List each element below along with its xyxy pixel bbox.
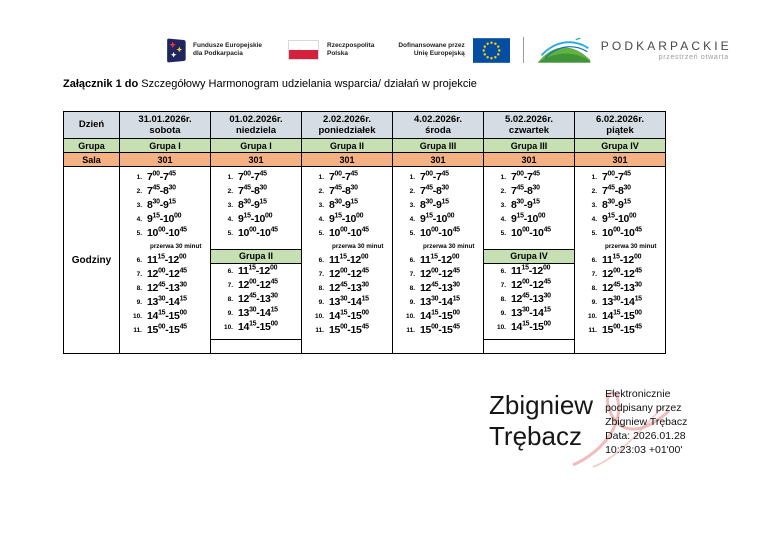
schedule-list (393, 167, 483, 337)
session-row (575, 281, 665, 295)
document-title (63, 78, 477, 90)
title-bold-part: Załącznik 1 do (63, 78, 139, 90)
session-number: 2. (409, 187, 415, 195)
schedule-cell-4 (393, 167, 484, 354)
poland-logo-text (327, 42, 374, 58)
session-number: 2. (227, 187, 233, 195)
session-time: $12^{00}-12^{45}$ (238, 278, 278, 291)
group-cell-2: Grupa I (211, 139, 302, 153)
session-time: $12^{45}-13^{30}$ (602, 281, 642, 294)
eu-funding-line2: Unię Europejską (413, 50, 465, 57)
session-row (393, 253, 483, 267)
poland-flag-icon (288, 40, 319, 60)
session-row (393, 295, 483, 309)
schedule-list (575, 167, 665, 337)
session-row (393, 226, 483, 240)
session-time: $7^{00}-7^{45}$ (511, 170, 540, 183)
session-time: $12^{00}-12^{45}$ (420, 267, 460, 280)
session-number: 11. (315, 326, 324, 334)
date-header-6 (575, 112, 666, 139)
date-header-3 (302, 112, 393, 139)
title-rest-part: Szczegółowy Harmonogram udzielania wsparcia/ działań w projekcie (141, 78, 477, 90)
date-label: 2.02.2026r. (322, 113, 372, 125)
session-row (484, 184, 574, 198)
session-number: 5. (318, 229, 324, 237)
session-time: $9^{15}-10^{00}$ (238, 212, 273, 225)
signature-detail-line: Data: 2026.01.28 (605, 430, 686, 442)
session-row (211, 320, 301, 334)
podkarpackie-swoosh-icon (536, 36, 592, 64)
session-number: 3. (318, 201, 324, 209)
session-number: 9. (500, 309, 506, 317)
session-number: 2. (500, 187, 506, 195)
session-time: $8^{30}-9^{15}$ (420, 198, 449, 211)
session-number: 1. (136, 173, 142, 181)
session-number: 8. (227, 295, 233, 303)
group-cell-4: Grupa III (393, 139, 484, 153)
session-number: 9. (318, 298, 324, 306)
session-number: 5. (591, 229, 597, 237)
group-row (64, 139, 666, 153)
session-number: 2. (318, 187, 324, 195)
eu-funds-line2: dla Podkarpacia (193, 50, 243, 57)
session-time: $14^{15}-15^{00}$ (602, 309, 642, 322)
date-label: 5.02.2026r. (504, 113, 554, 125)
group-cell-3: Grupa II (302, 139, 393, 153)
session-number: 10. (223, 323, 233, 331)
session-number: 4. (409, 215, 415, 223)
session-row (302, 309, 392, 323)
session-number: 1. (227, 173, 233, 181)
digital-signature (489, 385, 687, 457)
signature-name-line2: Trębacz (489, 421, 582, 451)
session-number: 4. (318, 215, 324, 223)
break-label: przerwa 30 minut (605, 243, 657, 250)
weekday-label: poniedziałek (318, 125, 376, 136)
session-number: 8. (409, 284, 415, 292)
session-row (211, 226, 301, 240)
schedule-list (484, 167, 574, 340)
signature-name (489, 385, 593, 457)
schedule-list (120, 167, 210, 337)
session-number: 9. (409, 298, 415, 306)
session-time: $10^{00}-10^{45}$ (420, 226, 460, 239)
session-number: 8. (318, 284, 324, 292)
session-number: 8. (500, 295, 506, 303)
session-number: 6. (136, 256, 142, 264)
break-label: przerwa 30 minut (332, 243, 384, 250)
session-number: 10. (132, 312, 142, 320)
session-time: $7^{00}-7^{45}$ (147, 170, 176, 183)
session-number: 9. (136, 298, 142, 306)
session-number: 9. (227, 309, 233, 317)
poland-line1: Rzeczpospolita (327, 42, 375, 49)
session-time: $15^{00}-15^{45}$ (147, 323, 187, 336)
session-row (575, 309, 665, 323)
session-time: $14^{15}-15^{00}$ (511, 320, 551, 333)
group-cell-6: Grupa IV (575, 139, 666, 153)
session-number: 2. (591, 187, 597, 195)
session-time: $8^{30}-9^{15}$ (511, 198, 540, 211)
session-time: $9^{15}-10^{00}$ (329, 212, 364, 225)
schedule-list (211, 167, 301, 340)
session-row (484, 264, 574, 278)
logo-separator (523, 37, 524, 63)
date-header-4 (393, 112, 484, 139)
session-number: 1. (318, 173, 324, 181)
session-time: $13^{30}-14^{15}$ (602, 295, 642, 308)
signature-detail-line: Zbigniew Trębacz (605, 416, 688, 428)
session-row (211, 198, 301, 212)
row-label-room: Sala (64, 153, 120, 167)
session-row (393, 267, 483, 281)
session-time: $13^{30}-14^{15}$ (329, 295, 369, 308)
session-row (211, 170, 301, 184)
session-number: 3. (409, 201, 415, 209)
eu-funding-logo (398, 38, 509, 63)
session-number: 5. (409, 229, 415, 237)
mid-group-band: Grupa IV (484, 249, 574, 264)
session-time: $12^{45}-13^{30}$ (420, 281, 460, 294)
session-time: $11^{15}-12^{00}$ (420, 253, 460, 266)
session-time: $10^{00}-10^{45}$ (511, 226, 551, 239)
session-row (484, 226, 574, 240)
session-time: $12^{00}-12^{45}$ (602, 267, 642, 280)
row-label-group: Grupa (64, 139, 120, 153)
session-row (211, 306, 301, 320)
session-time: $7^{45}-8^{30}$ (511, 184, 540, 197)
session-time: $12^{45}-13^{30}$ (329, 281, 369, 294)
session-row (302, 184, 392, 198)
hours-row (64, 167, 666, 354)
session-row (575, 226, 665, 240)
session-row (393, 184, 483, 198)
session-time: $9^{15}-10^{00}$ (511, 212, 546, 225)
date-label: 01.02.2026r. (229, 113, 283, 125)
podkarpackie-logo (536, 36, 732, 64)
session-row (302, 226, 392, 240)
eu-funds-logo-text (193, 42, 262, 58)
eu-funding-line1: Dofinansowane przez (398, 42, 465, 49)
session-time: $7^{00}-7^{45}$ (602, 170, 631, 183)
session-row (120, 212, 210, 226)
session-time: $11^{15}-12^{00}$ (238, 264, 278, 277)
poland-line2: Polska (327, 50, 348, 57)
signature-name-line1: Zbigniew (489, 390, 594, 420)
date-header-5 (484, 112, 575, 139)
schedule-cell-5 (484, 167, 575, 354)
podkarpackie-text (601, 40, 732, 61)
session-time: $7^{45}-8^{30}$ (329, 184, 358, 197)
logo-bar (166, 33, 732, 67)
group-cell-5: Grupa III (484, 139, 575, 153)
podkarpackie-name: PODKARPACKIE (600, 38, 732, 53)
session-time: $14^{15}-15^{00}$ (329, 309, 369, 322)
mid-group-band: Grupa II (211, 249, 301, 264)
session-row (120, 226, 210, 240)
session-row (484, 320, 574, 334)
session-number: 5. (227, 229, 233, 237)
session-number: 1. (591, 173, 597, 181)
session-time: $12^{00}-12^{45}$ (329, 267, 369, 280)
session-number: 5. (500, 229, 506, 237)
session-row (120, 170, 210, 184)
date-label: 4.02.2026r. (413, 113, 463, 125)
session-time: $8^{30}-9^{15}$ (602, 198, 631, 211)
session-time: $10^{00}-10^{45}$ (329, 226, 369, 239)
session-number: 10. (405, 312, 415, 320)
date-header-2 (211, 112, 302, 139)
session-time: $7^{45}-8^{30}$ (147, 184, 176, 197)
session-row (302, 253, 392, 267)
room-cell-1: 301 (120, 153, 211, 167)
session-number: 3. (227, 201, 233, 209)
session-number: 6. (318, 256, 324, 264)
session-time: $7^{00}-7^{45}$ (420, 170, 449, 183)
session-row (302, 323, 392, 337)
room-cell-3: 301 (302, 153, 393, 167)
session-row (120, 198, 210, 212)
session-time: $14^{15}-15^{00}$ (420, 309, 460, 322)
session-row (484, 212, 574, 226)
room-cell-5: 301 (484, 153, 575, 167)
session-time: $8^{30}-9^{15}$ (147, 198, 176, 211)
podkarpackie-subtitle: przestrzeń otwarta (658, 53, 729, 61)
session-row (484, 198, 574, 212)
date-label: 6.02.2026r. (595, 113, 645, 125)
session-time: $9^{15}-10^{00}$ (420, 212, 455, 225)
break-label: przerwa 30 minut (423, 243, 475, 250)
session-time: $10^{00}-10^{45}$ (602, 226, 642, 239)
session-row (302, 295, 392, 309)
session-row (211, 278, 301, 292)
session-time: $7^{45}-8^{30}$ (238, 184, 267, 197)
session-number: 4. (136, 215, 142, 223)
session-number: 8. (591, 284, 597, 292)
room-cell-6: 301 (575, 153, 666, 167)
group-cell-1: Grupa I (120, 139, 211, 153)
session-row (302, 198, 392, 212)
eu-funds-flag-icon (166, 37, 187, 64)
session-time: $12^{45}-13^{30}$ (147, 281, 187, 294)
session-number: 3. (591, 201, 597, 209)
session-number: 10. (496, 323, 506, 331)
schedule-end-line (211, 339, 301, 340)
poland-logo (288, 40, 374, 60)
session-time: $12^{00}-12^{45}$ (147, 267, 187, 280)
session-number: 6. (227, 267, 233, 275)
session-number: 1. (409, 173, 415, 181)
row-label-day: Dzień (64, 112, 120, 139)
session-number: 7. (227, 281, 233, 289)
session-number: 11. (406, 326, 415, 334)
weekday-label: sobota (149, 125, 181, 136)
schedule-cell-2 (211, 167, 302, 354)
session-number: 6. (591, 256, 597, 264)
session-time: $10^{00}-10^{45}$ (238, 226, 278, 239)
session-row (393, 323, 483, 337)
schedule-table (63, 111, 666, 354)
session-row (575, 184, 665, 198)
session-row (120, 281, 210, 295)
session-row (575, 295, 665, 309)
session-number: 8. (136, 284, 142, 292)
session-time: $7^{45}-8^{30}$ (420, 184, 449, 197)
session-row (393, 281, 483, 295)
session-row (484, 170, 574, 184)
schedule-cell-6 (575, 167, 666, 354)
session-time: $15^{00}-15^{45}$ (420, 323, 460, 336)
signature-detail-line: Elektronicznie (605, 388, 671, 400)
session-time: $15^{00}-15^{45}$ (329, 323, 369, 336)
session-number: 3. (500, 201, 506, 209)
session-row (575, 323, 665, 337)
weekday-label: piątek (606, 125, 634, 136)
session-row (393, 212, 483, 226)
session-number: 11. (133, 326, 142, 334)
session-number: 2. (136, 187, 142, 195)
session-number: 5. (136, 229, 142, 237)
date-header-1 (120, 112, 211, 139)
session-number: 7. (136, 270, 142, 278)
signature-detail-line: podpisany przez (605, 402, 682, 414)
session-row (120, 323, 210, 337)
session-time: $14^{15}-15^{00}$ (147, 309, 187, 322)
session-row (484, 306, 574, 320)
session-time: $9^{15}-10^{00}$ (602, 212, 637, 225)
session-time: $11^{15}-12^{00}$ (329, 253, 369, 266)
session-time: $12^{00}-12^{45}$ (511, 278, 551, 291)
eu-flag-icon (473, 38, 510, 63)
eu-funds-logo (166, 37, 262, 64)
session-row (484, 278, 574, 292)
schedule-cell-3 (302, 167, 393, 354)
row-label-hours: Godziny (64, 167, 120, 354)
session-row (211, 184, 301, 198)
session-number: 6. (409, 256, 415, 264)
session-number: 1. (500, 173, 506, 181)
session-number: 11. (588, 326, 597, 334)
session-row (211, 264, 301, 278)
date-label: 31.01.2026r. (138, 113, 192, 125)
session-time: $8^{30}-9^{15}$ (238, 198, 267, 211)
session-number: 3. (136, 201, 142, 209)
session-time: $14^{15}-15^{00}$ (238, 320, 278, 333)
session-number: 4. (500, 215, 506, 223)
session-row (575, 198, 665, 212)
session-row (211, 292, 301, 306)
header-row (64, 112, 666, 139)
weekday-label: środa (425, 125, 451, 136)
session-row (211, 212, 301, 226)
session-row (120, 184, 210, 198)
session-row (575, 212, 665, 226)
session-time: $9^{15}-10^{00}$ (147, 212, 182, 225)
session-row (120, 295, 210, 309)
mid-gap (211, 240, 301, 249)
session-time: $7^{45}-8^{30}$ (602, 184, 631, 197)
session-row (120, 309, 210, 323)
session-row (302, 212, 392, 226)
session-number: 7. (500, 281, 506, 289)
session-time: $11^{15}-12^{00}$ (602, 253, 642, 266)
session-time: $15^{00}-15^{45}$ (602, 323, 642, 336)
session-row (120, 253, 210, 267)
room-cell-4: 301 (393, 153, 484, 167)
weekday-label: czwartek (508, 125, 550, 136)
session-time: $13^{30}-14^{15}$ (238, 306, 278, 319)
session-time: $8^{30}-9^{15}$ (329, 198, 358, 211)
session-time: $12^{45}-13^{30}$ (238, 292, 278, 305)
session-number: 9. (591, 298, 597, 306)
session-row (302, 170, 392, 184)
session-row (575, 253, 665, 267)
session-time: $12^{45}-13^{30}$ (511, 292, 551, 305)
schedule-list (302, 167, 392, 337)
session-row (575, 267, 665, 281)
session-number: 7. (591, 270, 597, 278)
session-row (393, 198, 483, 212)
session-time: $7^{00}-7^{45}$ (329, 170, 358, 183)
session-number: 4. (227, 215, 233, 223)
session-time: $11^{15}-12^{00}$ (147, 253, 187, 266)
session-time: $13^{30}-14^{15}$ (147, 295, 187, 308)
session-row (302, 281, 392, 295)
session-time: $13^{30}-14^{15}$ (511, 306, 551, 319)
signature-detail-line: 10:23:03 +01'00' (605, 444, 683, 456)
session-time: $10^{00}-10^{45}$ (147, 226, 187, 239)
session-time: $7^{00}-7^{45}$ (238, 170, 267, 183)
session-time: $13^{30}-14^{15}$ (420, 295, 460, 308)
session-row (302, 267, 392, 281)
session-number: 7. (409, 270, 415, 278)
session-row (393, 170, 483, 184)
session-row (120, 267, 210, 281)
eu-funding-text (398, 42, 464, 58)
break-label: przerwa 30 minut (150, 243, 202, 250)
session-row (575, 170, 665, 184)
session-number: 6. (500, 267, 506, 275)
session-row (484, 292, 574, 306)
session-time: $11^{15}-12^{00}$ (511, 264, 551, 277)
session-number: 4. (591, 215, 597, 223)
session-number: 7. (318, 270, 324, 278)
room-cell-2: 301 (211, 153, 302, 167)
eu-funds-line1: Fundusze Europejskie (193, 42, 262, 49)
session-row (393, 309, 483, 323)
room-row (64, 153, 666, 167)
session-number: 10. (314, 312, 324, 320)
signature-details (605, 385, 687, 457)
schedule-cell-1 (120, 167, 211, 354)
mid-gap (484, 240, 574, 249)
session-number: 10. (587, 312, 597, 320)
weekday-label: niedziela (235, 125, 277, 136)
schedule-end-line (484, 339, 574, 340)
